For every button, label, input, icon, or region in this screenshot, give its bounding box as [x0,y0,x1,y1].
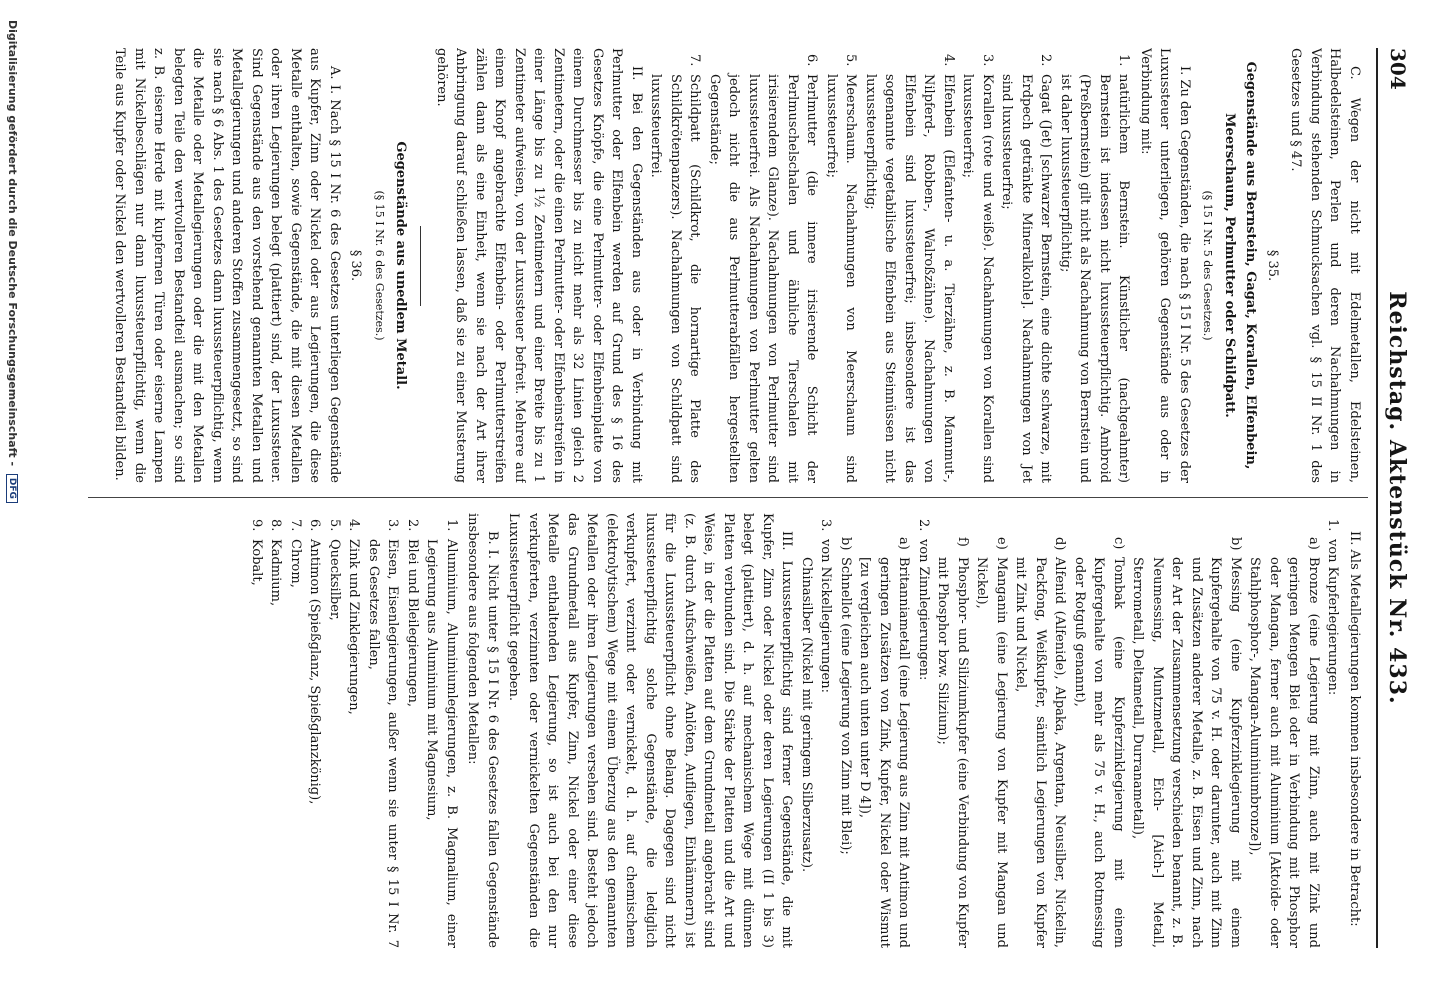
list-item: Chinasilber (Nickel mit geringem Silberzusatz). [799,557,814,873]
list-item: 1. Aluminium, Aluminiumlegierungen, z. B. Magnalium, einer Legierung aus Aluminium mit Magnesium, [424,519,459,948]
alloy-group: 2. von Zinnlegierungen: [916,519,931,681]
left-column [74,48,1364,483]
alloy-group: 3. von Nickellegierungen: [818,519,834,693]
section-36-title: Gegenstände aus unedlem Metall. [393,141,409,390]
section-35-reference: (§ 15 I Nr. 5 des Gesetzes.) [1201,190,1215,341]
list-item: a) Bronze (eine Legierung mit Zinn, auch mit Zink und geringen Mengen Blei oder in Verbindung mit Phosphor oder Mangan, ferner auch mit Aluminium [Aktoide- oder Stahlphosphor-, Mangan-Aluminiumbronze]), [1247,537,1321,948]
section-35-list [646,48,1134,483]
list-item: 4. Zink und Zinklegierungen, [346,519,362,715]
section-36-para-1: A. I. Nach § 15 I Nr. 6 des Gesetzes unterliegen Gegenstände aus Kupfer, Zinn oder Nickel oder aus Legierungen, die diese Metalle enthalten, sowie Gegenstände, die mit diesen Metallen oder ihren Legierungen belegt (plattiert) sind, der Luxussteuer. Sind Gegenstände aus den vorstehend genannten Metallen und Metallegierungen und anderen Stoffen zusammengesetzt, so sind sie nach § 6 Abs. 1 des Gesetzes dann luxussteuerpflichtig, wenn die Metalle oder Metallegierungen oder die mit den Metallen belegten Teile den wertvolleren Bestandteil ausmachen; so sind z. B. eiserne Herde mit kupfernen Türen oder eiserne Lampen mit Nickelbeschlägen nur dann luxussteuerpflichtig, wenn die Teile aus Kupfer oder Nickel den wertvolleren Bestandteil bilden. [112,48,342,483]
copper-alloy-list [933,513,1323,948]
list-item: 4. Elfenbein (Elefanten- u. a. Tierzähne, z. B. Mammut-, Nilpferd-, Robben-, Walroßzähne). Nachahmungen von Elfenbein sind luxussteuerfrei; insbesondere ist das sogenannte vegetabilische Elfenbein aus Steinnüssen nicht luxussteuerpflichtig; [863,54,956,483]
plated-paragraph: III. Luxussteuerpflichtig sind ferner Gegenstände, die mit Kupfer, Zinn oder Nickel oder deren Legierungen (II 1 bis 3) belegt (plattiert), d. h. auf mechanischem Wege mit dünnen Platten verbunden sind. Die Stärke der Platten und die Art und Weise, in der die Platten auf dem Grundmetall angebracht sind (z. B. durch Aufschweißen, Anlöten, Aufliegen, Einhämmern) ist für die Luxussteuerpflicht ohne Belang. Dagegen sind nicht luxussteuerpflichtig solche Gegenstände, die lediglich verkupfert, verzinnt oder vernickelt, d. h. auf chemischem (elektrolytischem) Wege mit einem Überzug aus den genannten Metallen oder ihren Legierungen versehen sind. Besteht jedoch das Grundmetall aus Kupfer, Zinn, Nickel oder einer diese Metalle enthaltenden Legierung, so ist auch bei den nur verkupferten, verzinnten oder vernickelten Gegenständen die Luxussteuerpflicht gegeben. [506,513,795,948]
section-36-heading: § 36. [348,249,364,282]
list-item: f) Phosphor- und Siliziumkupfer (eine Verbindung von Kupfer mit Phosphor bzw. Silizium); [935,537,970,948]
page-title: Reichstag. Aktenstück Nr. 433. [1384,291,1410,705]
list-item: a) Britanniametall (eine Legierung aus Zinn mit Antimon und geringen Zusätzen von Zink, Kupfer, Nickel oder Wismut [zu vergleichen auch unten unter D 4]), [857,537,912,948]
digitization-footer [6,0,19,1000]
list-item: 7. Chrom, [288,519,303,588]
alloy-group-list [816,513,836,948]
list-item: c) Tombak (eine Kupferzinklegierung mit einem Kupfergehalte von mehr als 75 v. H., auch Rotmessing oder Rotguß genannt), [1072,537,1126,948]
list-item: 6. Perlmutter (die innere irisierende Schicht der Perlmuschelschalen und ähnliche Tierschalen mit irisierendem Glanze). Nachahmungen von Perlmutter sind luxussteuerfrei. Als Nachahmungen von Perlmutter gelten jedoch nicht die aus Perlmutterabfällen hergestellten Gegenstände; [707,54,820,483]
exempt-intro: B. I. Nicht unter § 15 I Nr. 6 des Gesetzes fallen Gegenstände insbesondere aus folgenden Metallen: [465,513,500,948]
list-item: 8. Kadmium, [268,519,284,607]
alloy-group: 1. von Kupferlegierungen: [1325,519,1341,696]
section-35-para-1: I. Zu den Gegenständen, die nach § 15 I Nr. 5 des Gesetzes der Luxussteuer unterliegen, gehören Gegenstände aus oder in Verbindung mit: [1138,48,1192,483]
section-35-title-2: Meerschaum, Perlmutter oder Schildpatt. [1222,113,1237,418]
alloy-group-list [1323,513,1343,948]
section-35-heading: § 35. [1265,249,1280,282]
section-36-reference: (§ 15 I Nr. 6 des Gesetzes.) [373,190,386,341]
exempt-metals-list [247,513,462,948]
list-item: 5. Quecksilber, [327,519,342,621]
list-item: 2. Gagat (Jet) [schwarzer Bernstein, eine dichte schwarze, mit Erdpech getränkte Mineralkohle]. Nachahmungen von Jet sind luxussteuerfrei; [999,54,1054,483]
list-item: 2. Blei und Bleilegierungen, [405,519,420,707]
list-item: b) Messing (eine Kupferzinklegierung mit einem Kupfergehalte von 75 v. H. oder darunter, auch mit Zinn und Zusätzen anderer Metalle, z. B. Eisen und Zinn, nach der Art der Zusammensetzung verschieden benannt, z. B. Neumessing, Muntzmetall, Eich- [Aich-] Metall, Sterrometall, Deltametall, Durranametall), [1130,537,1243,948]
tin-alloy-list [836,513,914,948]
page-number: 304 [1386,48,1410,90]
footer-text: Digitalisierung gefördert durch die Deutsche Forschungsgemeinschaft - [6,20,19,467]
list-item: d) Alfenid (Alfenide), Alpaka, Argentan, Neusilber, Nickelin, Packfong, Weißkupfer, sämtlich Legierungen von Kupfer mit Zink und Nickel, [1013,537,1068,948]
section-35-title-1: Gegenstände aus Bernstein, Gagat, Korallen, Elfenbein, [1243,61,1259,470]
dfg-logo: DFG [6,474,18,503]
list-item: b) Schnellot (eine Legierung von Zinn mit Blei); [838,537,853,855]
list-item: 6. Antimon (Spießglanz, Spießglanzkönig), [307,519,323,805]
section-separator [421,226,422,306]
right-column [74,513,1364,948]
document-page [54,48,1434,948]
page-header [1376,48,1412,948]
list-item: 3. Korallen (rote und weiße). Nachahmungen von Korallen sind luxussteuerfrei; [960,54,995,483]
section-35-para-2: II. Bei den Gegenständen aus oder in Verbindung mit Perlmutter oder Elfenbein werden auf Grund des § 16 des Gesetzes Knöpfe, die eine Perlmutter- oder Elfenbeinplatte von einem Durchmesser bis zu nicht mehr als 32 Linien gleich 2 Zentimetern, oder die einen Perlmutter- oder Elfenbeinstreifen in einer Länge bis zu 1½ Zentimetern und einer Breite bis zu 1 Zentimeter aufweisen, von der Luxussteuer befreit. Mehrere auf einem Knopf angebrachte Elfenbein- oder Perlmutterstreifen zählen dann als eine Einheit, wenn sie nach der Art ihrer Anbringung darauf schließen lassen, daß sie zu einer Musterung gehören. [434,48,644,483]
nickel-alloy-list [797,513,817,948]
list-item: 5. Meerschaum. Nachahmungen von Meerschaum sind luxussteuerfrei; [824,54,859,483]
alloy-group-list [914,513,934,948]
list-item: 1. natürlichem Bernstein. Künstlicher (nachgeahmter) Bernstein ist indessen nicht luxussteuerpflichtig. Ambroid (Preßbernstein) gilt nicht als Nachahmung von Bernstein und ist daher luxussteuerpflichtig; [1058,54,1132,483]
list-item: 9. Kobalt, [249,519,264,586]
list-item: 7. Schildpatt (Schildkrot, die hornartige Platte des Schildkrötenpanzers). Nachahmungen von Schildpatt sind luxussteuerfrei. [648,54,703,483]
column-divider [88,497,1368,498]
intro-paragraph: C. Wegen der nicht mit Edelmetallen, Edelsteinen, Halbedelsteinen, Perlen und deren Nachahmungen in Verbindung stehenden Schmucksachen vgl. § 15 II Nr. 1 des Gesetzes und § 47. [1288,48,1362,483]
list-item: e) Manganin (eine Legierung von Kupfer mit Mangan und Nickel), [974,537,1009,948]
list-item: 3. Eisen, Eisenlegierungen, außer wenn sie unter § 15 I Nr. 7 des Gesetzes fallen, [366,519,401,948]
alloys-intro: II. Als Metallegierungen kommen insbesondere in Betracht: [1347,531,1362,927]
